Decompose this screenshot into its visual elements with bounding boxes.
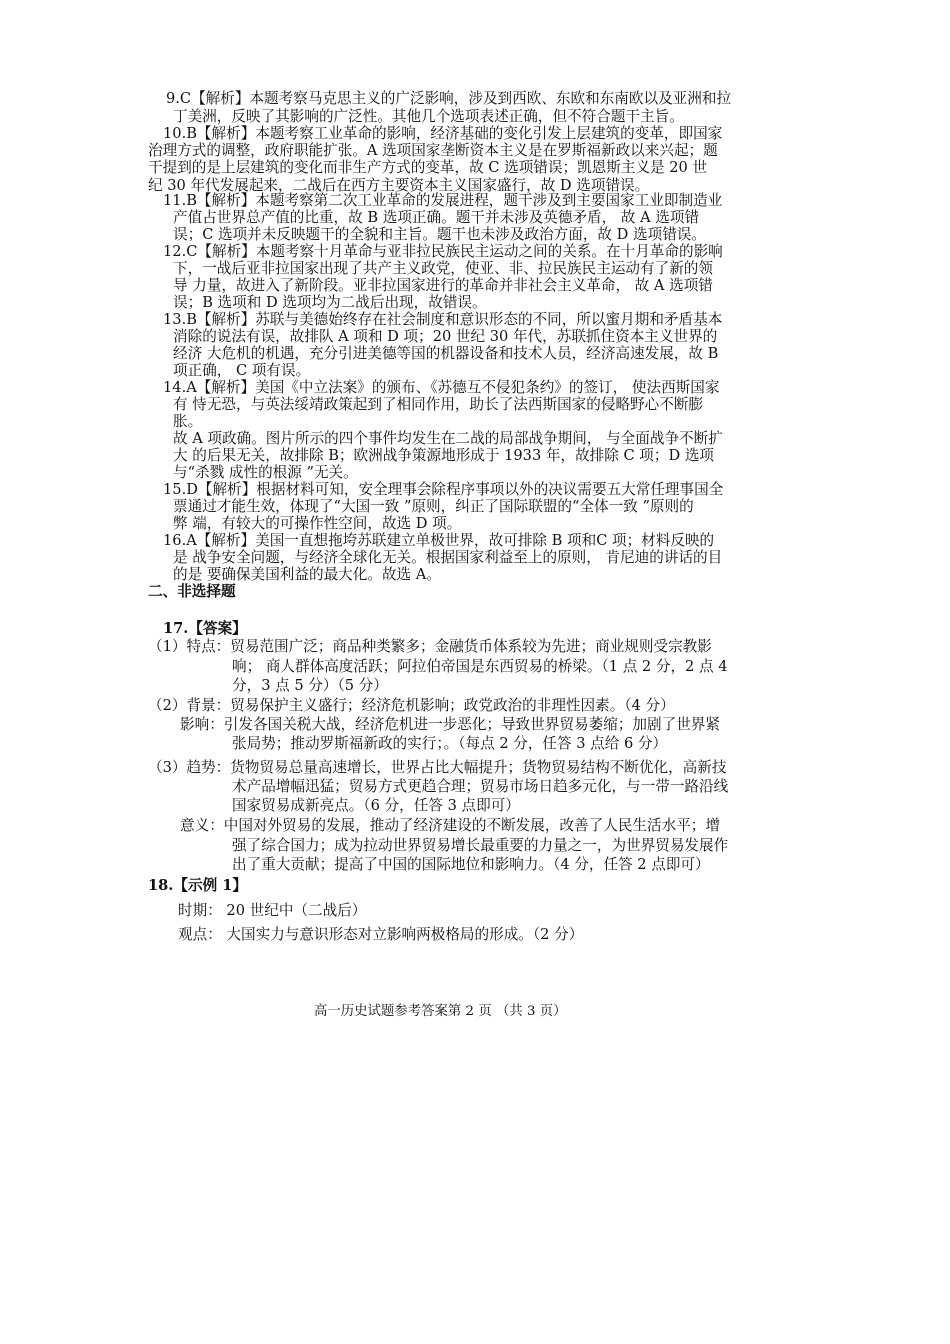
answer-17-2-line-1: （2）背景：贸易保护主义盛行；经济危机影响；政党政治的非理性因素。（4 分） [148,697,675,714]
answer-11-line-3: 误；C 选项并未反映题干的全貌和主旨。题干也未涉及政治方面，故 D 选项错误。 [173,226,706,243]
answer-12-line-1: 12.C【解析】本题考察十月革命与亚非拉民族民主运动之间的关系。在十月革命的影响 [163,243,723,260]
answer-12-line-2: 下，一战后亚非拉国家出现了共产主义政党，使亚、非、拉民族民主运动有了新的领 [173,260,713,277]
answer-10-line-4: 纪 30 年代发展起来，二战后在西方主要资本主义国家盛行，故 D 选项错误。 [148,177,650,194]
answer-17-3-line-2: 术产品增幅迅猛；贸易方式更趋合理；贸易市场日趋多元化，与一带一路沿线 [232,778,729,795]
page-footer: 高一历史试题参考答案第 2 页 （共 3 页） [314,1004,567,1019]
answer-16-line-3: 的是 要确保美国利益的最大化。故选 A。 [173,566,441,583]
answer-17-3-line-6: 出了重大贡献；提高了中国的国际地位和影响力。（4 分，任答 2 点即可） [232,856,710,873]
answer-14-line-1: 14.A【解析】美国《中立法案》的颁布、《苏德互不侵犯条约》的签订， 使法西斯国家 [163,379,720,396]
answer-15-line-1: 15.D【解析】根据材料可知，安全理事会除程序事项以外的决议需要五大常任理事国全 [163,481,724,498]
answer-18-heading: 18.【示例 1】 [148,877,247,894]
answer-14-line-3: 胀。 [173,413,203,430]
answer-17-2-line-3: 张局势；推动罗斯福新政的实行；。（每点 2 分，任答 3 点给 6 分） [232,735,668,752]
answer-16-line-2: 是 战争安全问题，与经济全球化无关。根据国家利益至上的原则， 肯尼迪的讲话的目 [173,549,723,566]
answer-16-line-1: 16.A【解析】美国一直想拖垮苏联建立单极世界，故可排除 B 项和C 项；材料反映的 [163,532,715,549]
answer-13-line-4: 项正确， C 项有误。 [173,362,311,379]
answer-11-line-2: 产值占世界总产值的比重，故 B 选项正确。题干并未涉及英德矛盾， 故 A 选项错 [173,209,700,226]
answer-13-line-2: 消除的说法有误，故排队 A 项和 D 项；20 世纪 30 年代，苏联抓住资本主义世界的 [173,328,718,345]
answer-13-line-3: 经济 大危机的机遇，充分引进美德等国的机器设备和技术人员，经济高速发展，故 B [173,345,719,362]
answer-14-line-4: 故 A 项政确。图片所示的四个事件均发生在二战的局部战争期间， 与全面战争不断扩 [173,430,723,447]
answer-17-1-line-2: 响； 商人群体高度活跃；阿拉伯帝国是东西贸易的桥梁。（1 点 2 分，2 点 4 [232,658,728,675]
answer-10-line-2: 治理方式的调整，政府职能扩张。A 选项国家垄断资本主义是在罗斯福新政以来兴起；题 [148,142,718,159]
answer-9-line-1: 9.C【解析】本题考察马克思主义的广泛影响，涉及到西欧、东欧和东南欧以及亚洲和拉 [166,90,732,107]
answer-15-line-2: 票通过才能生效，体现了“大国一致 ”原则，纠正了国际联盟的“全体一致 ”原则的 [173,498,694,515]
answer-17-3-line-3: 国家贸易成新亮点。（6 分，任答 3 点即可） [232,797,520,814]
answer-18-viewpoint: 观点： 大国实力与意识形态对立影响两极格局的形成。（2 分） [178,926,584,943]
answer-14-line-6: 与“杀戮 成性的根源 ”无关。 [173,464,358,481]
answer-9-line-2: 丁美洲，反映了其影响的广泛性。其他几个选项表述正确，但不符合题干主旨。 [173,108,684,125]
answer-17-3-line-1: （3）趋势：货物贸易总量高速增长，世界占比大幅提升；货物贸易结构不断优化，高新技 [148,759,727,776]
answer-10-line-1: 10.B【解析】本题考察工业革命的影响，经济基础的变化引发上层建筑的变革，即国家 [163,125,723,142]
answer-17-2-line-2: 影响：引发各国关税大战，经济危机进一步恶化；导致世界贸易萎缩；加剧了世界紧 [180,716,720,733]
answer-10-line-3: 干提到的是上层建筑的变化而非生产方式的变革，故 C 选项错误；凯恩斯主义是 20 世 [148,159,708,176]
answer-14-line-5: 大 的后果无关，故排除 B；欧洲战争策源地形成于 1933 年，故排除 C 项；D 选项 [173,447,715,464]
answer-17-1-line-1: （1）特点：贸易范围广泛；商品种类繁多；金融货币体系较为先进；商业规则受宗教影 [148,638,712,655]
answer-17-3-line-5: 强了综合国力；成为拉动世界贸易增长最重要的力量之一，为世界贸易发展作 [232,837,729,854]
section-heading-non-choice: 二、非选择题 [148,583,236,600]
answer-11-line-1: 11.B【解析】本题考察第二次工业革命的发展进程，题干涉及到主要国家工业即制造业 [163,192,723,209]
answer-17-3-line-4: 意义：中国对外贸易的发展，推动了经济建设的不断发展，改善了人民生活水平；增 [180,817,720,834]
answer-18-period: 时期： 20 世纪中（二战后） [178,902,367,919]
answer-17-1-line-3: 分，3 点 5 分）（5 分） [232,677,388,694]
answer-12-line-3: 导 力量，故进入了新阶段。亚非拉国家进行的革命并非社会主义革命， 故 A 选项错 [173,277,713,294]
answer-15-line-3: 弊 端，有较大的可操作性空间，故选 D 项。 [173,515,462,532]
answer-13-line-1: 13.B【解析】苏联与美德始终存在社会制度和意识形态的不同，所以蜜月期和矛盾基本 [163,311,723,328]
answer-14-line-2: 有 恃无恐，与英法绥靖政策起到了相同作用，助长了法西斯国家的侵略野心不断膨 [173,396,704,413]
answer-17-heading: 17.【答案】 [163,620,247,637]
answer-12-line-4: 误；B 选项和 D 选项均为二战后出现，故错误。 [173,294,487,311]
